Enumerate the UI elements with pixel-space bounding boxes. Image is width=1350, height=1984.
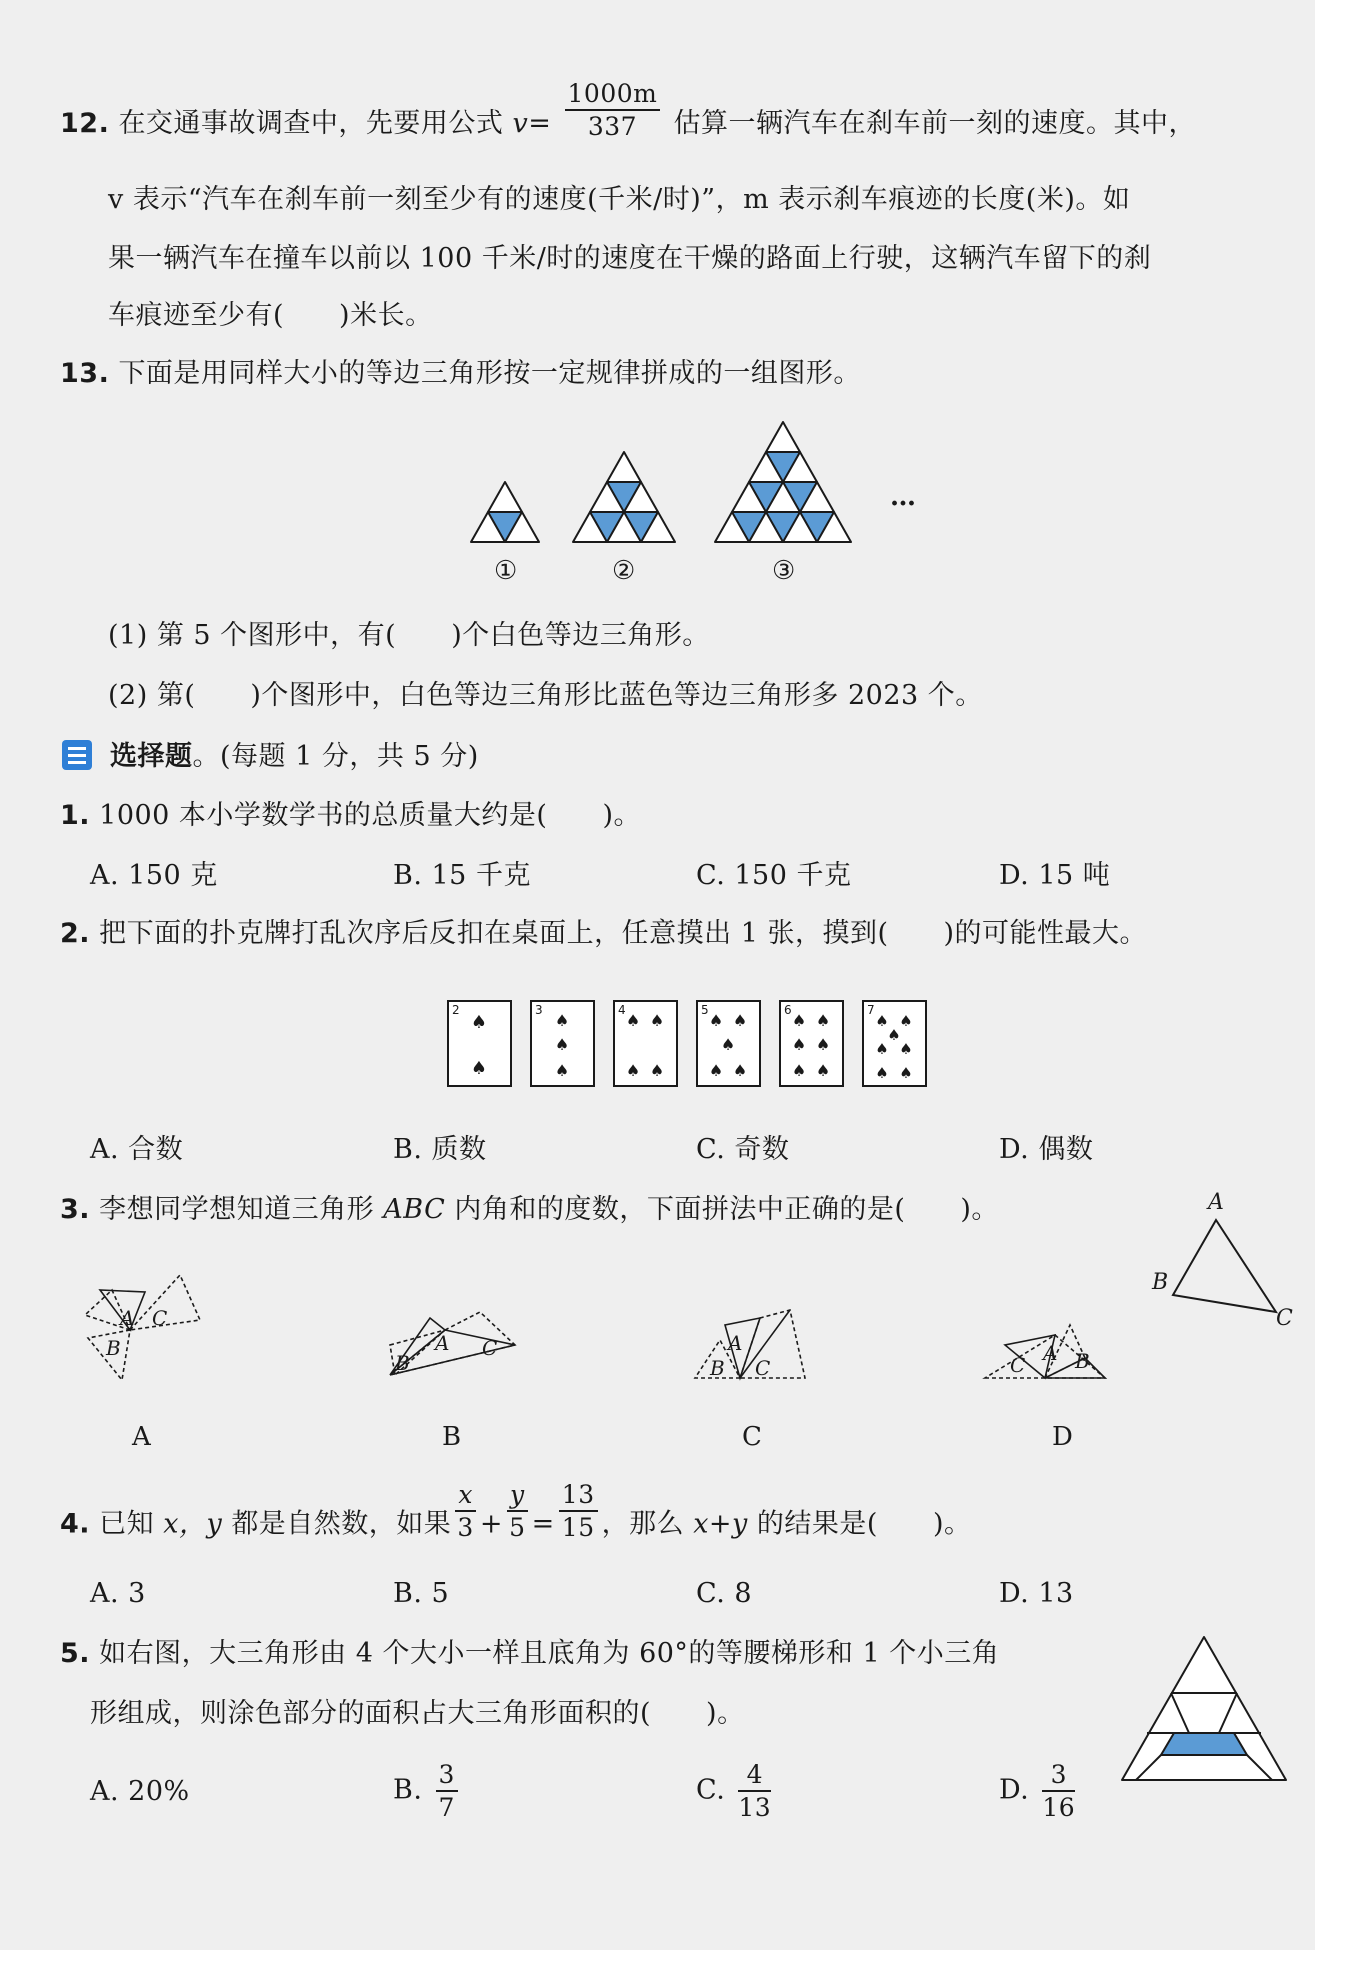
q13-triangle-figures xyxy=(470,420,890,550)
c4-stem-b: 都是自然数，如果 xyxy=(231,1508,452,1540)
c3-a-vertex-c-label: C xyxy=(152,1306,168,1330)
card-4 xyxy=(614,1001,677,1086)
c5-option-b-fraction: $\frac{3}{7}$ xyxy=(436,1762,458,1820)
spade-icon: ♠ xyxy=(875,1012,889,1030)
q13-sub1: (1) 第 5 个图形中，有( )个白色等边三角形。 xyxy=(108,620,710,651)
q13-ellipsis: … xyxy=(890,482,916,512)
c4-stem-xy: x，y xyxy=(163,1508,223,1540)
q12-var-v: v xyxy=(512,108,529,139)
c3-b-vertex-c-label: C xyxy=(482,1336,498,1360)
c4-fraction-13-15: $\frac{13}{15}$ xyxy=(559,1482,598,1540)
q13-figure-2 xyxy=(573,452,675,542)
q12-number: 12. xyxy=(60,108,110,139)
spade-icon: ♠ xyxy=(720,1035,736,1054)
c1-option-a: A. 150 克 xyxy=(90,860,218,891)
q12-frac-num: 1000m xyxy=(565,81,661,111)
q12-text-b: 估算一辆汽车在刹车前一刻的速度。其中， xyxy=(673,108,1196,139)
spade-icon: ♠ xyxy=(791,1011,807,1030)
c3-a-vertex-b-label: B xyxy=(106,1336,121,1360)
spade-icon: ♠ xyxy=(554,1035,570,1054)
card-7-rank: 7 xyxy=(867,1003,875,1017)
card-5-rank: 5 xyxy=(701,1003,709,1017)
card-3 xyxy=(531,1001,594,1086)
section-3-note: 。(每题 1 分，共 5 分) xyxy=(192,741,479,772)
c5-option-b: B. $\frac{3}{7}$ xyxy=(393,1762,462,1820)
q13-stem-line xyxy=(60,360,861,387)
c4-fraction-y5: $\frac{y}{5}$ xyxy=(507,1482,528,1540)
c2-cards xyxy=(447,1000,932,1088)
c2-stem: 把下面的扑克牌打乱次序后反扣在桌面上，任意摸出 1 张，摸到( )的可能性最大。 xyxy=(99,918,1148,949)
c5-text-1: 如右图，大三角形由 4 个大小一样且底角为 60°的等腰梯形和 1 个小三角 xyxy=(99,1638,1000,1669)
spade-icon: ♠ xyxy=(470,1012,488,1033)
c3-d-vertex-a-label: A xyxy=(1043,1341,1058,1365)
c4-number: 4. xyxy=(60,1508,91,1540)
c3-stem-b: 内角和的度数，下面拼法中正确的是( )。 xyxy=(454,1194,999,1225)
q13-label-2: ② xyxy=(612,556,636,586)
spade-icon: ♠ xyxy=(732,1061,748,1080)
c5-number: 5. xyxy=(60,1638,91,1669)
spade-icon: ♠ xyxy=(875,1064,889,1082)
spade-icon: ♠ xyxy=(554,1061,570,1080)
spade-icon: ♠ xyxy=(815,1035,831,1054)
spade-icon: ♠ xyxy=(708,1061,724,1080)
spade-icon: ♠ xyxy=(899,1040,913,1058)
card-7 xyxy=(863,1001,926,1086)
c3-arrangement-c xyxy=(695,1310,805,1380)
c3-stem-line xyxy=(60,1196,999,1223)
card-3-rank: 3 xyxy=(535,1003,543,1017)
spade-icon: ♠ xyxy=(708,1011,724,1030)
section-3-title: 选择题 xyxy=(110,741,193,772)
c4-eq: = xyxy=(531,1508,555,1540)
c2-option-c: C. 奇数 xyxy=(696,1134,790,1165)
c3-c-vertex-a-label: A xyxy=(728,1331,743,1355)
c4-option-a: A. 3 xyxy=(90,1578,146,1609)
c2-option-b: B. 质数 xyxy=(393,1134,487,1165)
q13-label-3: ③ xyxy=(772,556,796,586)
c3-vertex-a: A xyxy=(1208,1190,1224,1215)
c3-option-d: D xyxy=(1052,1422,1073,1452)
c1-number: 1. xyxy=(60,800,91,831)
c3-d-vertex-b-label: B xyxy=(1075,1349,1090,1373)
q12-line3: 果一辆汽车在撞车以前以 100 千米/时的速度在干燥的路面上行驶，这辆汽车留下的刹 xyxy=(108,243,1152,274)
q13-sub2: (2) 第( )个图形中，白色等边三角形比蓝色等边三角形多 2023 个。 xyxy=(108,680,983,711)
section-3-badge-icon xyxy=(62,740,92,770)
c4-option-c: C. 8 xyxy=(696,1578,753,1609)
spade-icon: ♠ xyxy=(899,1064,913,1082)
q13-stem: 下面是用同样大小的等边三角形按一定规律拼成的一组图形。 xyxy=(118,358,861,389)
card-2 xyxy=(448,1001,511,1086)
q13-label-1: ① xyxy=(494,556,518,586)
c1-option-c: C. 150 千克 xyxy=(696,860,852,891)
c3-arrangement-d xyxy=(985,1325,1105,1378)
card-5 xyxy=(697,1001,760,1086)
spade-icon: ♠ xyxy=(875,1040,889,1058)
section-3-heading xyxy=(110,743,479,770)
c3-abc: ABC xyxy=(383,1194,446,1225)
c5-option-c-fraction: $\frac{4}{13}$ xyxy=(738,1760,772,1822)
c3-c-vertex-c-label: C xyxy=(755,1356,771,1380)
spade-icon: ♠ xyxy=(899,1012,913,1030)
q13-figure-1 xyxy=(471,482,539,542)
spade-icon: ♠ xyxy=(791,1035,807,1054)
c4-stem-c: ，那么 xyxy=(601,1508,685,1540)
q12-line1 xyxy=(60,78,1196,141)
c5-option-a: A. 20% xyxy=(90,1776,190,1807)
c3-d-vertex-c-label: C xyxy=(1010,1353,1026,1377)
c1-option-d: D. 15 吨 xyxy=(999,860,1111,891)
c3-option-c: C xyxy=(742,1422,762,1452)
spade-icon: ♠ xyxy=(887,1026,901,1044)
c2-stem-line xyxy=(60,920,1147,947)
card-6-rank: 6 xyxy=(784,1003,792,1017)
c5-option-d-fraction: $\frac{3}{16}$ xyxy=(1042,1760,1076,1822)
c3-number: 3. xyxy=(60,1194,91,1225)
c5-line2: 形组成，则涂色部分的面积占大三角形面积的( )。 xyxy=(90,1698,745,1729)
c3-vertex-b: B xyxy=(1152,1270,1169,1295)
c5-option-c: C. $\frac{4}{13}$ xyxy=(696,1760,772,1822)
c4-option-b: B. 5 xyxy=(393,1578,450,1609)
card-6 xyxy=(780,1001,843,1086)
q12-frac-den: 337 xyxy=(587,111,638,141)
spade-icon: ♠ xyxy=(649,1061,665,1080)
spade-icon: ♠ xyxy=(625,1011,641,1030)
spade-icon: ♠ xyxy=(625,1061,641,1080)
c3-option-b: B xyxy=(442,1422,462,1452)
spade-icon: ♠ xyxy=(649,1011,665,1030)
c2-option-d: D. 偶数 xyxy=(999,1134,1094,1165)
c1-stem-line xyxy=(60,802,641,829)
c3-b-vertex-b-label: B xyxy=(395,1351,410,1375)
c3-a-vertex-a-label: A xyxy=(120,1306,135,1330)
q12-line4: 车痕迹至少有( )米长。 xyxy=(108,300,433,331)
c4-option-d: D. 13 xyxy=(999,1578,1074,1609)
q12-eq: = xyxy=(528,108,552,139)
c3-arrangement-b xyxy=(390,1312,515,1375)
c2-number: 2. xyxy=(60,918,91,949)
q12-text-a: 在交通事故调查中，先要用公式 xyxy=(118,108,504,139)
c3-b-vertex-a-label: A xyxy=(435,1331,450,1355)
q13-figure-3 xyxy=(715,422,851,542)
card-4-rank: 4 xyxy=(618,1003,626,1017)
c1-stem: 1000 本小学数学书的总质量大约是( )。 xyxy=(99,800,642,831)
spade-icon: ♠ xyxy=(815,1011,831,1030)
c4-stem-line xyxy=(60,1480,972,1542)
c3-c-vertex-b-label: B xyxy=(710,1356,725,1380)
c5-option-d: D. $\frac{3}{16}$ xyxy=(999,1760,1076,1822)
c3-vertex-c: C xyxy=(1276,1306,1293,1331)
c4-stem-expr: x+y xyxy=(693,1508,748,1540)
c3-arrangement-a xyxy=(85,1275,200,1380)
q13-number: 13. xyxy=(60,358,110,389)
c3-option-a: A xyxy=(132,1422,151,1452)
c3-arrangements xyxy=(80,1270,1140,1400)
spade-icon: ♠ xyxy=(732,1011,748,1030)
q12-formula-fraction xyxy=(565,78,661,141)
c4-fraction-x3: $\frac{x}{3}$ xyxy=(455,1482,476,1540)
spade-icon: ♠ xyxy=(791,1061,807,1080)
card-2-rank: 2 xyxy=(452,1003,460,1017)
c1-option-b: B. 15 千克 xyxy=(393,860,531,891)
c4-plus: + xyxy=(479,1508,504,1540)
spade-icon: ♠ xyxy=(470,1058,488,1079)
spade-icon: ♠ xyxy=(554,1011,570,1030)
c4-stem-d: 的结果是( )。 xyxy=(756,1508,972,1540)
q12-line2: v 表示“汽车在刹车前一刻至少有的速度(千米/时)”，m 表示刹车痕迹的长度(米)。如 xyxy=(108,184,1131,215)
c2-option-a: A. 合数 xyxy=(90,1134,184,1165)
c5-trapezoid-triangle-figure xyxy=(1120,1635,1290,1785)
c3-stem-a: 李想同学想知道三角形 xyxy=(99,1194,375,1225)
c5-line1 xyxy=(60,1640,999,1667)
c4-stem-a: 已知 xyxy=(99,1508,155,1540)
spade-icon: ♠ xyxy=(815,1061,831,1080)
